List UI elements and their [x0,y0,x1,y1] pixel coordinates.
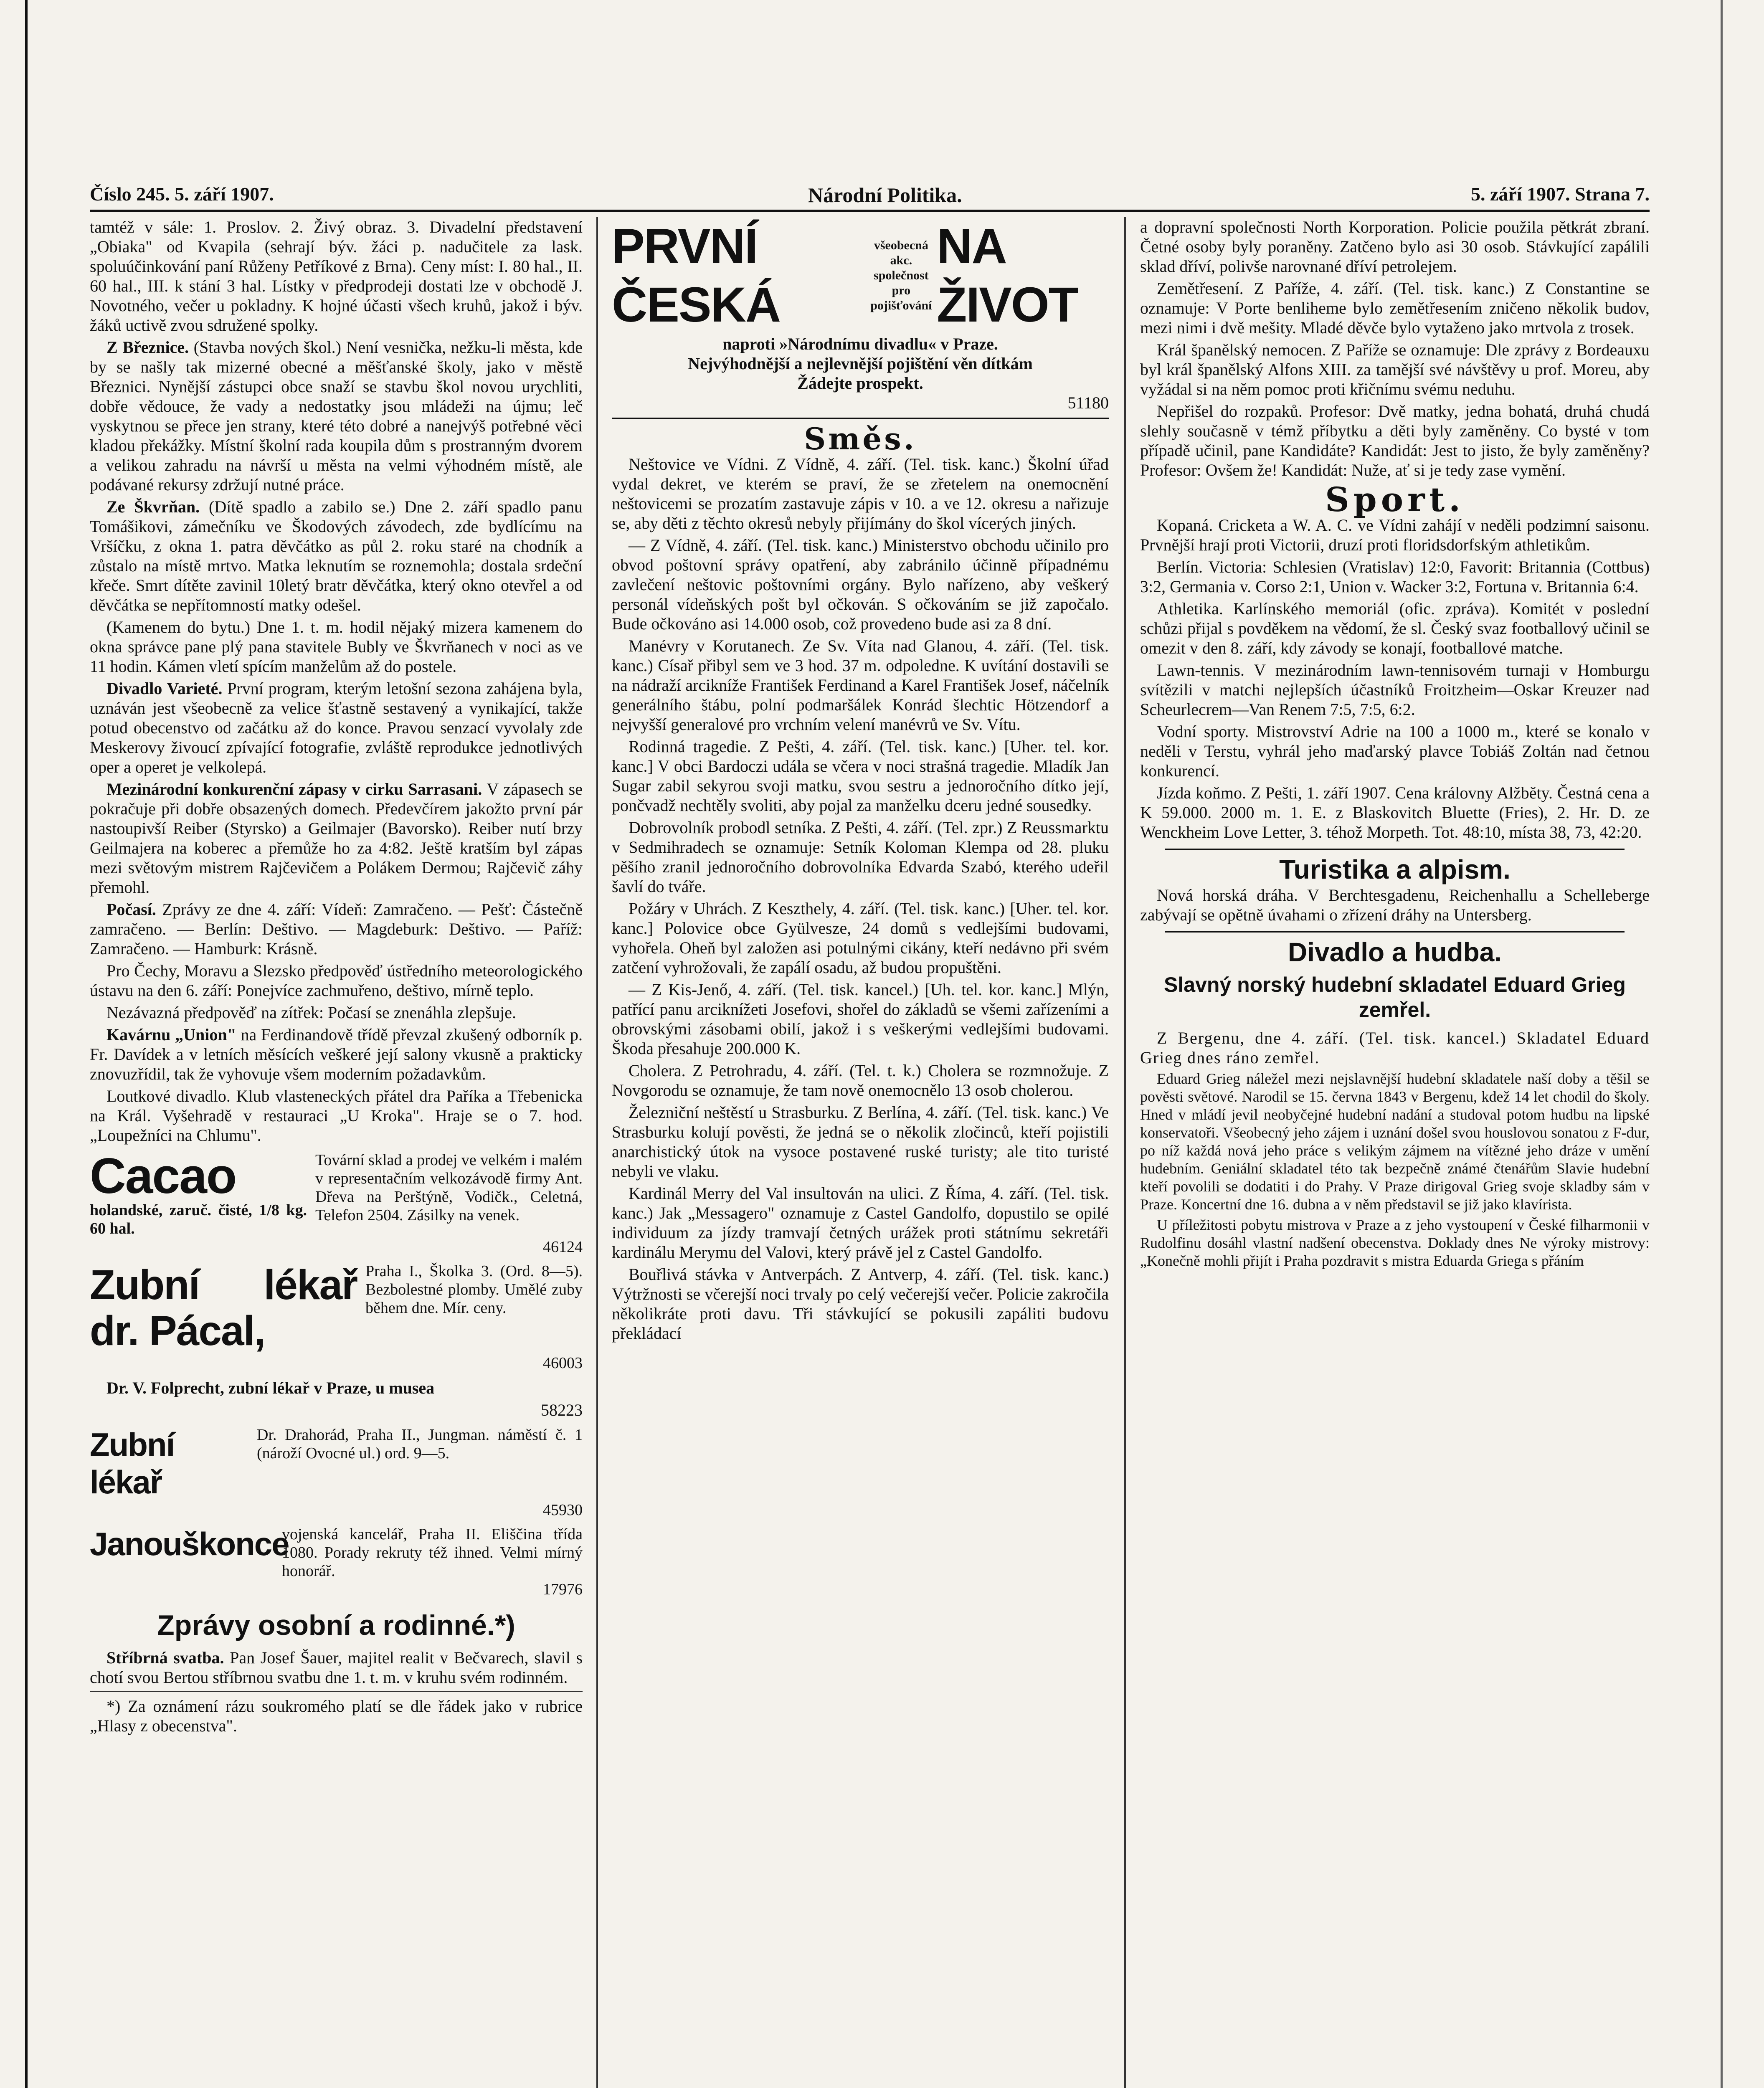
article-nestovice: Neštovice ve Vídni. Z Vídně, 4. září. (Tel. tisk. kanc.) Školní úřad vydal dekret, ve kterém se praví, že se zřetelem na onemocnění neštovicemi se prozatím zastavuje zápis v 10. a ve 12. okresu a nařizuje se, aby děti z těchto okresů nebyly přijímány do škol vícerých jiných. [612,455,1109,532]
article-breznice [90,337,583,494]
cacao-description: Tovární sklad a prodej ve velkém i malém v representačním velkozávodě firmy Ant. Dřeva na Perštýně, Vodičk., Celetná, Telefon 2504. Zásilky na venek. [315,1151,583,1224]
grieg-lead: Z Bergenu, dne 4. září. (Tel. tisk. kancel.) Skladatel Eduard Grieg dnes ráno zemřel. [1140,1029,1650,1067]
page-info: 5. září 1907. Strana 7. [1470,183,1650,205]
janouskonce-title: Janouškonce [90,1525,289,1562]
article-theater: tamtéž v sále: 1. Proslov. 2. Živý obraz. 3. Divadelní představení „Obiaka" od Kvapila (sehrají býv. žáci p. nadučitele za lask. spoluúčinkování paní Růženy Petříkové z Brna). Ceny míst: I. 80 hal., II. 60 hal., III. k stání 3 hal. Lístky v předprodeji dostati lze v obchodě J. Novotného, večer u pokladny. K hojné účasti všech kruhů, jakož i býv. žáků uctivě zvou sdružené spolky. [90,218,583,334]
article-kral: Král španělský nemocen. Z Paříže se oznamuje: Dle zprávy z Bordeauxu byl král španělský Alfons XIII. za tamější své návštěvy u prof. Moreu, aby vyžádal si na něm pomoc proti křičnímu svému neduhu. [1140,340,1650,398]
svatba-heading: Stříbrná svatba. [106,1648,224,1667]
sarrasani-text: V zápasech se pokračuje při dobře obsazených domech. Předevčírem jakožto první pár nastoupivší Reiber (Styrsko) a Geilmajer (Bavorsko). Reiber nutí brzy Geilmajera na koberec a přemůže ho za 4:82. Ještě kratším byl zápas mezi světovým mistrem Rajčevičem a Polákem Dermou; Rajčevič záhy přemohl. [90,780,583,897]
section-sport: Sport. [1325,480,1465,519]
cacao-title: Cacao [90,1151,236,1204]
grieg-headline: Slavný norský hudební skladatel Eduard Grieg zemřel. [1164,973,1626,1021]
skvrnan-heading: Ze Škvrňan. [106,497,200,516]
article-sarrasani [90,779,583,897]
article-variete [90,679,583,777]
divider-divadlo [1165,931,1625,933]
skvrnan-text: (Dítě spadlo a zabilo se.) Dne 2. září spadlo panu Tomášikovi, zámečníku ve Škodových závodech, zde bydlícímu na Vršíčku, z okna 1. patra děvčátko as půl 2. roku staré na chodník a zůstalo na místě mrtvo. Matka leknutím se roznemohla; dostala srdeční křeče. Smrt dítěte zavinil 10letý bratr děvčátka, který okno otevřel a od děvčátka se nepřítomností matky odešel. [90,497,583,614]
ad-insurance [612,217,1109,419]
ad-janouskonce [90,1525,583,1599]
drahorad-ad-number: 45930 [543,1501,583,1519]
column-rule-1 [596,217,598,2088]
ad-pacal [90,1262,583,1372]
drahorad-description: Dr. Drahorád, Praha II., Jungman. náměstí č. 1 (nároží Ovocné ul.) ord. 9—5. [257,1426,583,1462]
right-border [1721,0,1723,2088]
footnote-divider [90,1691,583,1692]
forecast-tomorrow: Nezávazná předpověď na zítřek: Počasí se znenáhla zlepšuje. [106,1003,516,1022]
insurance-ad-number: 51180 [1067,393,1109,412]
article-turistika: Nová horská dráha. V Berchtesgadenu, Reichenhallu a Schelleberge zabývají se opětně úvahami o zřízení dráhy na Untersberg. [1140,886,1650,924]
ad-cacao [90,1151,583,1256]
article-athletika: Athletika. Karlínského memoriál (ofic. zpráva). Komitét v poslední schůzi přijal s povděkem na vědomí, že sl. Český svaz footballový učinil se omezit v den 8. září, kdy závody se konají, footballové matche. [1140,599,1650,657]
ad-drahorad [90,1426,583,1519]
article-grieg-2: U příležitosti pobytu mistrova v Praze a z jeho vystoupení v České filharmonii v Rudolfinu dosáhl vlastní nadšení obecenstva. Doklady dnes Ne výroky mistrovy: „Konečně mohli přijít i Praha pozdravit s mistra Eduarda Griega s přáním [1140,1216,1650,1269]
breznice-text: (Stavba nových škol.) Není vesnička, nežku-li města, kde by se našly tak mizerné obecné a měšťanské školy, jako v městě Březnici. Nynější zástupci obce snaží se stavbu škol novou urychliti, dobře vědouce, že vady a nedostatky jsou mládeži na újmu; leč vyskytnou se přece jen strany, které této dobré a nanejvýš potřebné věci kladou překážky. Místní školní rada koupila dům s prostranným dvorem a velikou zahradu na návrší u města na velmi výhodném místě, ale podávané rekursy zdržují nutné práce. [90,338,583,494]
janouskonce-description: vojenská kancelář, Praha II. Eliščina třída 1080. Porady rekruty též ihned. Velmi mírný honorář. [282,1525,583,1580]
svatba-text: Pan Josef Šauer, majitel realit v Bečvarech, slavil s chotí svou Bertou stříbrnou svatbu dne 1. t. m. v kruhu svém rodinném. [90,1648,583,1687]
folprecht-ad-number: 58223 [541,1401,583,1419]
breznice-heading: Z Březnice. [106,338,189,357]
article-jizda: Jízda koňmo. Z Pešti, 1. září 1907. Cena královny Alžběty. Čestná cena a K 59.000. 2000 m. 1. E. z Blaskovitch Bluette (Fries), 2. Hr. D. ze Wenckheim Love Letter, 3. téhož Morpeth. Tot. 48:10, místa 38, 73, 42:20. [1140,783,1650,841]
variete-text: První program, kterým letošní sezona zahájena byla, uznáván jest všeobecně za velice šťastně sestavený a vynikající, takže potud obecenstvo od začátku až do konce. Pravou senzací vyvolaly zde Meskerovy živoucí zpívající fotografie, zvláště reprodukce jednotlivých oper a operet je velkolepá. [90,679,583,776]
section-divadlo: Divadlo a hudba. [1288,937,1502,967]
insurance-subtitle: všeobecná akc. společnost pro pojišťování [870,238,932,312]
footnote: *) Za oznámení rázu soukromého platí se dle řádek jako v rubrice „Hlasy z obecenstva". [90,1697,583,1735]
column-2 [612,217,1109,1346]
drahorad-title: Zubní lékař [90,1426,175,1500]
variete-heading: Divadlo Varieté. [106,679,223,698]
article-ministerstvo: — Z Vídně, 4. září. (Tel. tisk. kanc.) Ministerstvo obchodu učinilo pro obvod poštovní správy opatření, aby zabránilo účinně případnému zavlečení neštovic poštovními orgány. Bylo nařízeno, aby veškerý personál vídeňských pošt byl očkován. S očkováním se již započalo. Bude očkováno asi 14.000 osob, což provedeno bude asi za 8 dní. [612,536,1109,633]
section-turistika: Turistika a alpism. [1279,854,1511,884]
article-rozpaky: Nepřišel do rozpaků. Profesor: Dvě matky, jedna bohatá, druhá chudá slehly současně v témž příbytku a děti byly zaměněny. Co bysté v tom případě učinil, pane Kandidáte? Kandidát: Jest to jisto, že byly zaměněny? Profesor: Ovšem že! Kandidát: Nuže, ať si je tedy zase vymění. [1140,402,1650,479]
article-kisjeno: — Z Kis-Jenő, 4. září. (Tel. tisk. kancel.) [Uh. tel. kor. kanc.] Mlýn, patřící panu arciknížeti Josefovi, shořel do základů se všemi zařízeními a obrovskými zásobami obilí, jakož i s veškerými vedlejšími budovami. Škoda přesahuje 200.000 K. [612,980,1109,1058]
article-grieg: Eduard Grieg náležel mezi nejslavnější hudební skladatele naší doby a těšil se pověsti světové. Narodil se 15. června 1843 v Bergenu, kdež 14 let chodil do školy. Hned v mládí jevil neobyčejné hudební nadání a studoval potom hudbu na lipské konservatoři. Všeobecný jeho zájem i uznání došel svou houslovou sonatou z F-dur, po níž každá nová jeho práce s velikým zájmem na vítězné jeho dráze v umění hudebním. Geniální skladatel této tak bezpečně známé čtenářům Slavie hudební kteří povolili se dodatiti i do Prahy. V Praze dirigoval Grieg svoje skladby sám v Praze. Koncertní dne 16. dubna a v něm představil se již jako klavírista. [1140,1070,1650,1213]
ad-folprecht: Dr. V. Folprecht, zubní lékař v Praze, u musea [106,1378,435,1397]
article-berlin: Berlín. Victoria: Schlesien (Vratislav) 12:0, Favorit: Britannia (Cottbus) 3:2, Germania v. Corso 2:1, Union v. Wacker 3:2, Fortuna v. Britannia 6:4. [1140,557,1650,596]
column-rule-2 [1124,217,1126,2088]
article-kopana: Kopaná. Cricketa a W. A. C. ve Vídni zahájí v neděli podzimní saisonu. Prvnější hrají proti Victorii, druzí proti floridsdorfským athletikům. [1140,516,1650,554]
column-3 [1140,217,1650,1272]
pocasi-heading: Počasí. [106,900,156,919]
article-antverpy: Bouřlivá stávka v Antverpách. Z Antverp, 4. září. (Tel. tisk. kanc.) Výtržnosti se včerejší noci trvaly po celý večerejší večer. Policie zakročila několikráte proti davu. Tři stávkující se pokusili zapáliti budovu překládací [612,1265,1109,1343]
pacal-title: Zubní lékař dr. Pácal, [90,1262,357,1354]
section-personal-news: Zprávy osobní a rodinné.*) [157,1609,515,1641]
sarrasani-heading: Mezinárodní konkurenční zápasy v cirku Sarrasani. [106,780,482,798]
article-vodni: Vodní sporty. Mistrovství Adrie na 100 a 1000 m., které se konalo v neděli v Terstu, vyhrál jeho maďarský plavce Tobiáš Zoltán nad četnou konkurencí. [1140,722,1650,780]
article-pocasi [90,900,583,958]
forecast-bohemia: Pro Čechy, Moravu a Slezsko předpověď ústředního meteorologického ústavu na den 6. září: Ponejvíce zachmuřeno, deštivo, mírně teplo. [90,961,583,1000]
janouskonce-ad-number: 17976 [543,1581,583,1598]
pacal-ad-number: 46003 [543,1354,583,1372]
article-tragedie: Rodinná tragedie. Z Pešti, 4. září. (Tel. tisk. kanc.) [Uher. tel. kor. kanc.] V obci Bardoczi udála se včera v noci strašná tragedie. Mladík Jan Sugar zabil sekyrou svoji matku, svou sestru a jednoročního dítko její, pončvadž nechtěly svoliti, aby pojal za manželku dceru jedné sousedky. [612,737,1109,815]
article-setnik: Dobrovolník probodl setníka. Z Pešti, 4. září. (Tel. zpr.) Z Reussmarktu v Sedmihradech se oznamuje: Setník Koloman Klempa od 28. pluku pěšího zranil jednoročního dobrovolníka Edvarda Szabó, kterého udeřil šavlí do tváře. [612,818,1109,896]
article-manevry: Manévry v Korutanech. Ze Sv. Víta nad Glanou, 4. září. (Tel. tisk. kanc.) Císař přibyl sem ve 3 hod. 37 m. odpoledne. K uvítání dostavili se na nádraží arcikníže František Ferdinand a Karel František Josef, náčelník generálního štábu, polní podmaršálek Konrád šlechtic Hötzendorf a nejvyšší generalové pro vrchním velení manévrů ve Sv. Vítu. [612,636,1109,734]
article-kamenem: (Kamenem do bytu.) Dne 1. t. m. hodil nějaký mizera kamenem do okna správce pane plý pana stavitele Bubly ve Škvrňanech v noci as ve 11 hodin. Kámen vletí spícím manželům až do postele. [90,618,583,676]
column-1 [90,217,583,1738]
article-strasburk: Železniční neštěstí u Strasburku. Z Berlína, 4. září. (Tel. tisk. kanc.) Ve Strasburku kolují pověsti, že jedná se o několik zločinců, kteří pojistili anarchistický útok na vysoce postavené ruské turisty; ale tito turisté nebyli ve vlaku. [612,1103,1109,1181]
insurance-slogan: Nejvýhodnější a nejlevnější pojištění věn dítkám [688,354,1033,373]
article-loutkove: Loutkové divadlo. Klub vlasteneckých přátel dra Paříka a Třebenicka na Král. Vyšehradě v restauraci „U Kroka". Hraje se o 7. hod. „Loupežníci na Chlumu". [90,1087,583,1145]
article-skvrnan [90,497,583,615]
insurance-address: naproti »Národnímu divadlu« v Praze. [722,334,998,353]
article-lawn-tennis: Lawn-tennis. V mezinárodním lawn-tennisovém turnaji v Homburgu svítězili v matchi nejlepších účastníků Froitzheim—Oskar Kreuzer nad Scheurlecrem—Van Renem 7:5, 7:5, 6:2. [1140,661,1650,719]
article-kardinal: Kardinál Merry del Val insultován na ulici. Z Říma, 4. září. (Tel. tisk. kanc.) Jak „Messagero" oznamuje z Castel Gandolfo, dopustilo se opilé individuum za jízdy tramvají četných urážek proti státnímu sekretáři kardinálu Merymu del Valovi, který právě jel z Castel Gandolfo. [612,1184,1109,1262]
pocasi-text: Zprávy ze dne 4. září: Vídeň: Zamračeno. — Pešť: Částečně zamračeno. — Berlín: Deštivo. — Magdeburk: Deštivo. — Paříž: Zamračeno. — Hamburk: Krásně. [90,900,583,958]
article-svatba [90,1648,583,1687]
article-zemetreseni: Zemětřesení. Z Paříže, 4. září. (Tel. tisk. kanc.) Z Constantine se oznamuje: V Porte benliheme bylo zemětřesením zničeno několik budov, mezi nimi i dvě mešity. Mladé děvče bylo vytaženo jako mrtvola z trosek. [1140,279,1650,337]
article-cholera: Cholera. Z Petrohradu, 4. září. (Tel. t. k.) Cholera se rozmnožuje. Z Novgorodu se oznamuje, že tam nově onemocnělo 13 osob cholerou. [612,1061,1109,1100]
insurance-title-left: PRVNÍ ČESKÁ [612,219,781,332]
article-union [90,1025,583,1084]
pacal-description: Praha I., Školka 3. (Ord. 8—5). Bezbolestné plomby. Umělé zuby během dne. Mír. ceny. [365,1262,583,1317]
issue-info: Číslo 245. 5. září 1907. [90,183,274,205]
divider-turistika [1165,849,1625,850]
page-header [90,180,1650,212]
union-heading: Kavárnu „Union" [106,1025,236,1044]
left-border [25,0,28,2088]
insurance-prospekt: Žádejte prospekt. [797,374,923,393]
union-text: na Ferdinandově třídě převzal zkušený odborník p. Fr. Davídek a v letních měsících veškeré její salony vkusně a prakticky znovuzřídil, tak že vyhovuje všem moderním požadavkům. [90,1025,583,1083]
cacao-ad-number: 46124 [543,1238,583,1256]
insurance-title-right: NA ŽIVOT [937,219,1078,332]
cacao-price: holandské, zaruč. čisté, 1/8 kg. 60 hal. [90,1201,307,1237]
article-pozary: Požáry v Uhrách. Z Keszthely, 4. září. (Tel. tisk. kanc.) [Uher. tel. kor. kanc.] Polovice obce Gyülvesze, 24 domů s vedlejšími budovami, vyhořela. Oheň byl založen asi potulnými cikány, kteří nedávno při svém zatčení vyhrožovali, že zapálí osadu, až budou propuštěni. [612,899,1109,977]
section-smes: Směs. [804,421,917,456]
article-north: a dopravní společnosti North Korporation. Policie použila pětkrát zbraní. Četné osoby byly poraněny. Zatčeno bylo asi 30 osob. Stávkující zapálili sklad dříví, polivše narovnané dříví petrolejem. [1140,218,1650,276]
newspaper-title: Národní Politika. [808,183,962,207]
